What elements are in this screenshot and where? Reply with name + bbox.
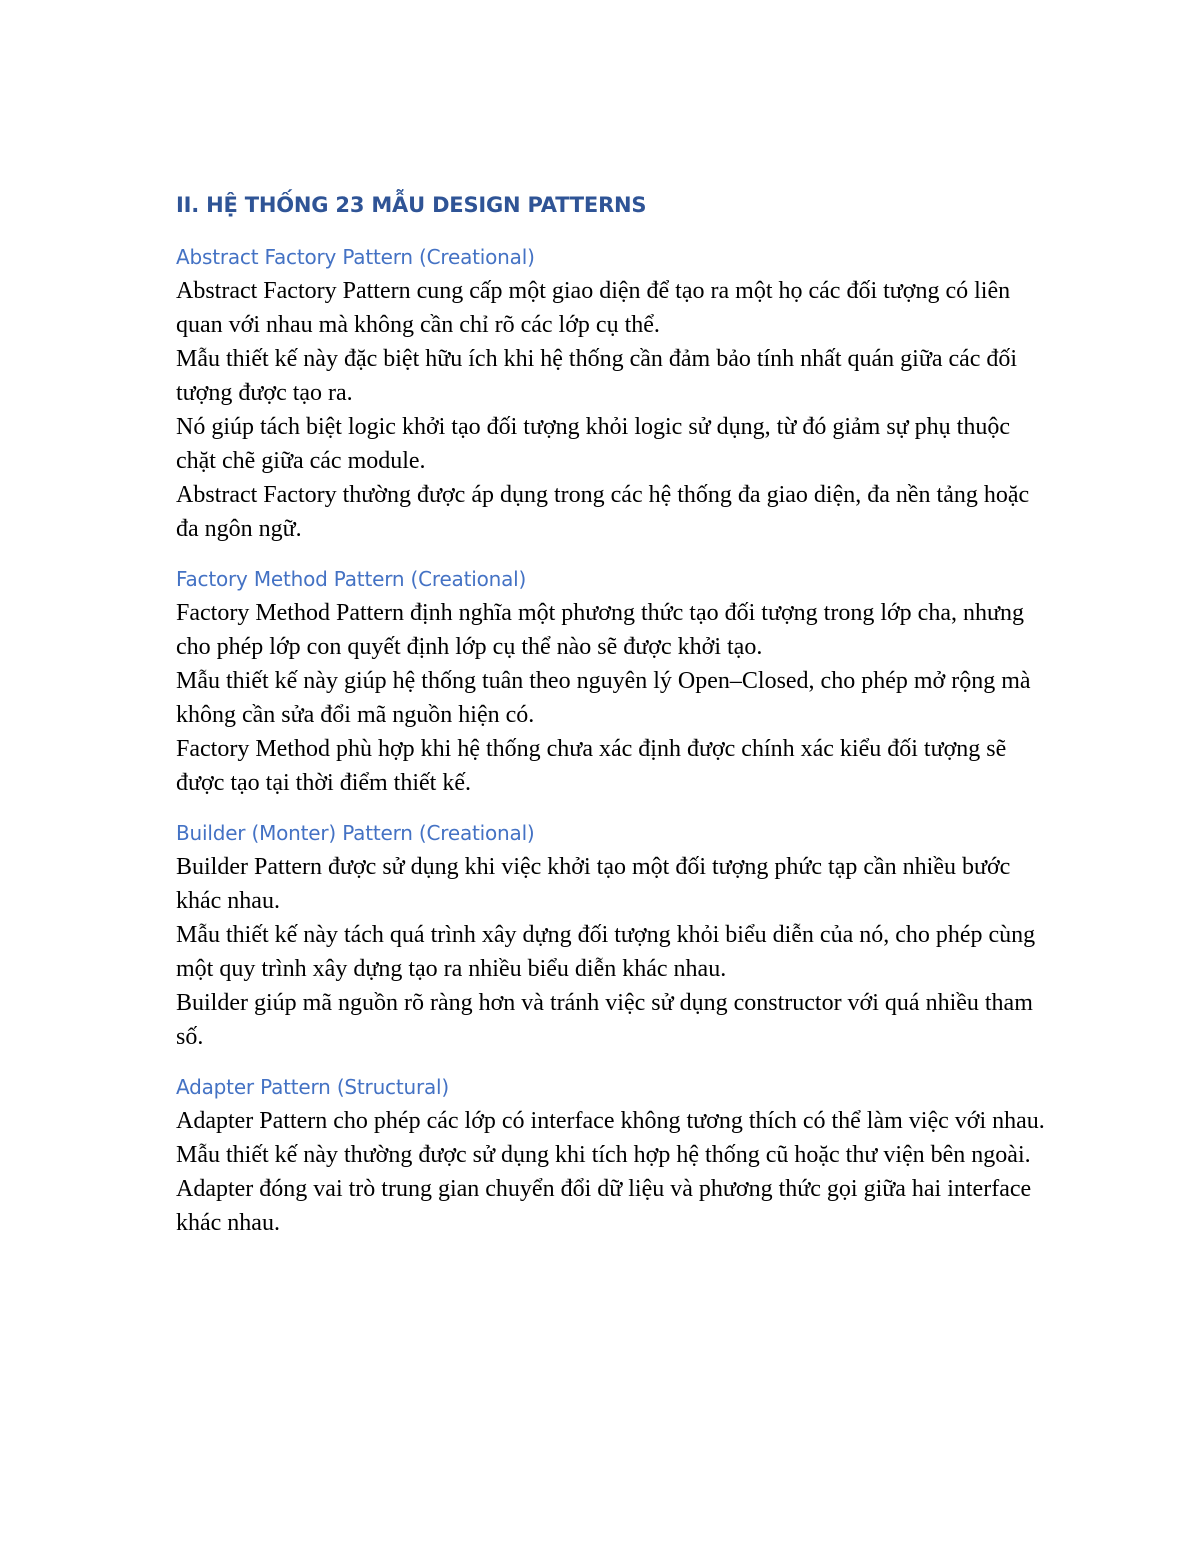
paragraph: Factory Method Pattern định nghĩa một phương thức tạo đối tượng trong lớp cha, nhưng cho phép lớp con quyết định lớp cụ thể nào sẽ được khởi tạo. bbox=[176, 600, 1024, 660]
section-adapter bbox=[176, 1072, 1046, 1240]
paragraph: Abstract Factory thường được áp dụng trong các hệ thống đa giao diện, đa nền tảng hoặc đa ngôn ngữ. bbox=[176, 482, 1030, 542]
paragraph: Builder giúp mã nguồn rõ ràng hơn và tránh việc sử dụng constructor với quá nhiều tham số. bbox=[176, 990, 1033, 1050]
section-builder bbox=[176, 818, 1046, 1054]
paragraph: Builder Pattern được sử dụng khi việc khởi tạo một đối tượng phức tạp cần nhiều bước khác nhau. bbox=[176, 854, 1011, 914]
section-heading: Factory Method Pattern (Creational) bbox=[176, 567, 527, 591]
paragraph: Adapter Pattern cho phép các lớp có interface không tương thích có thể làm việc với nhau. bbox=[176, 1108, 1045, 1134]
paragraph: Mẫu thiết kế này thường được sử dụng khi tích hợp hệ thống cũ hoặc thư viện bên ngoài. bbox=[176, 1142, 1031, 1168]
paragraph: Nó giúp tách biệt logic khởi tạo đối tượng khỏi logic sử dụng, từ đó giảm sự phụ thuộc chặt chẽ giữa các module. bbox=[176, 414, 1010, 474]
paragraph: Factory Method phù hợp khi hệ thống chưa xác định được chính xác kiểu đối tượng sẽ được tạo tại thời điểm thiết kế. bbox=[176, 736, 1007, 796]
section-heading: Builder (Monter) Pattern (Creational) bbox=[176, 821, 535, 845]
paragraph: Abstract Factory Pattern cung cấp một giao diện để tạo ra một họ các đối tượng có liên quan với nhau mà không cần chỉ rõ các lớp cụ thể. bbox=[176, 278, 1011, 338]
paragraph: Mẫu thiết kế này tách quá trình xây dựng đối tượng khỏi biểu diễn của nó, cho phép cùng một quy trình xây dựng tạo ra nhiều biểu diễn khác nhau. bbox=[176, 922, 1036, 982]
section-abstract-factory bbox=[176, 242, 1046, 546]
section-heading: Adapter Pattern (Structural) bbox=[176, 1075, 450, 1099]
paragraph: Mẫu thiết kế này giúp hệ thống tuân theo nguyên lý Open–Closed, cho phép mở rộng mà không cần sửa đổi mã nguồn hiện có. bbox=[176, 668, 1031, 728]
document-body bbox=[176, 190, 1046, 1258]
section-factory-method bbox=[176, 564, 1046, 800]
paragraph: Adapter đóng vai trò trung gian chuyển đổi dữ liệu và phương thức gọi giữa hai interface khác nhau. bbox=[176, 1176, 1032, 1236]
section-heading: Abstract Factory Pattern (Creational) bbox=[176, 245, 535, 269]
paragraph: Mẫu thiết kế này đặc biệt hữu ích khi hệ thống cần đảm bảo tính nhất quán giữa các đối tượng được tạo ra. bbox=[176, 346, 1018, 406]
document-title: II. HỆ THỐNG 23 MẪU DESIGN PATTERNS bbox=[176, 193, 647, 217]
